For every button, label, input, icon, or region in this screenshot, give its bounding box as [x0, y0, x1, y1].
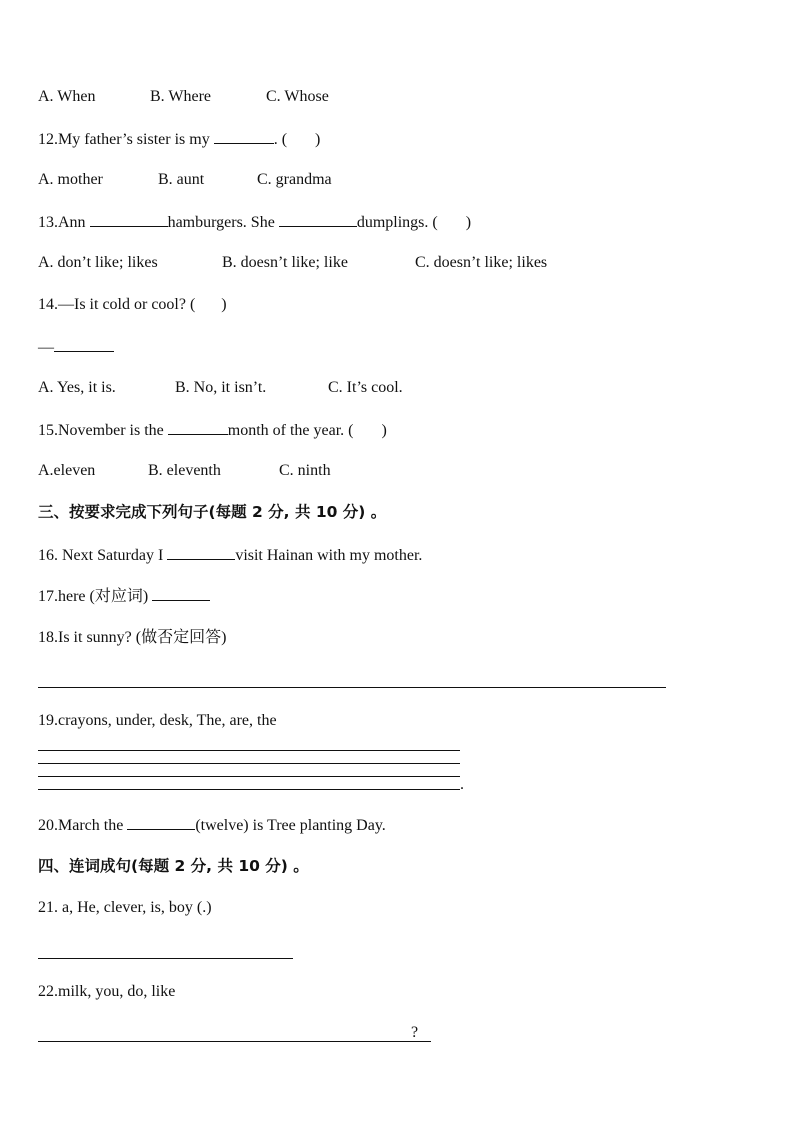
q20-text: 20.March the: [38, 817, 128, 834]
q12-suffix: . (: [273, 131, 288, 148]
q12-options: [38, 170, 332, 190]
q13-suffix: dumplings. (: [356, 214, 438, 231]
q15-option-c: C. ninth: [279, 462, 331, 479]
q13-option-c: C. doesn’t like; likes: [415, 254, 548, 271]
q14-option-a: A. Yes, it is.: [38, 379, 116, 396]
q14-question: [38, 295, 227, 315]
q15-option-b: B. eleventh: [148, 462, 221, 479]
q12-option-a: A. mother: [38, 171, 103, 188]
q13-text: 13.Ann: [38, 214, 90, 231]
q15-question: [38, 420, 387, 441]
q20-question: [38, 815, 386, 836]
q14-option-c: C. It’s cool.: [328, 379, 403, 396]
q12-text: 12.My father’s sister is my: [38, 131, 214, 148]
q18-question: 18.Is it sunny? (做否定回答): [38, 629, 227, 646]
q20-blank: [127, 815, 195, 830]
q22-end-question-mark: ?: [411, 1024, 419, 1041]
q15-text: 15.November is the: [38, 422, 168, 439]
q15-blank: [168, 420, 228, 435]
q12-question: [38, 129, 320, 150]
q14-close: ): [221, 296, 227, 313]
q14-option-b: B. No, it isn’t.: [175, 379, 267, 396]
q18-answer-line: [38, 687, 666, 688]
q11-option-a: A. When: [38, 88, 96, 105]
q13-option-a: A. don’t like; likes: [38, 254, 158, 271]
q11-option-c: C. Whose: [266, 88, 329, 105]
q20-suffix: (twelve) is Tree planting Day.: [195, 817, 386, 834]
q19-end-period: .: [460, 776, 464, 793]
q14-text: 14.—Is it cold or cool? (: [38, 296, 196, 313]
q17-text: 17.here (对应词): [38, 588, 153, 605]
q14-blank: [54, 337, 114, 352]
q12-blank: [214, 129, 274, 144]
q15-suffix: month of the year. (: [227, 422, 354, 439]
q13-middle: hamburgers. She: [167, 214, 279, 231]
q17-blank: [152, 586, 210, 601]
q12-option-b: B. aunt: [158, 171, 205, 188]
q14-dash: —: [38, 339, 54, 356]
q16-text: 16. Next Saturday I: [38, 547, 168, 564]
section-3-heading: 三、按要求完成下列句子(每题 2 分, 共 10 分) 。: [38, 503, 387, 521]
q11-options: [38, 87, 329, 107]
q13-blank-1: [90, 212, 168, 227]
q16-suffix: visit Hainan with my mother.: [235, 547, 423, 564]
q12-option-c: C. grandma: [257, 171, 332, 188]
q14-options: [38, 378, 403, 398]
q13-close: ): [465, 214, 472, 231]
q22-question: 22.milk, you, do, like: [38, 983, 176, 1000]
q21-answer-line: [38, 958, 293, 959]
q19-answer-line-1: [38, 750, 460, 751]
q13-blank-2: [279, 212, 357, 227]
q15-close: ): [381, 422, 387, 439]
q13-option-b: B. doesn’t like; like: [222, 254, 348, 271]
q16-question: [38, 545, 422, 566]
q13-question: [38, 212, 471, 233]
q19-answer-line-3: [38, 776, 460, 777]
q15-option-a: A.eleven: [38, 462, 96, 479]
q22-answer-line: [38, 1041, 431, 1042]
section-4-heading: 四、连词成句(每题 2 分, 共 10 分) 。: [38, 857, 309, 875]
q16-blank: [167, 545, 235, 560]
q12-close: ): [315, 131, 321, 148]
q14-answer-line: [38, 337, 114, 358]
q19-answer-line-2: [38, 763, 460, 764]
q11-option-b: B. Where: [150, 88, 212, 105]
q19-answer-line-4: [38, 789, 460, 790]
q19-question: 19.crayons, under, desk, The, are, the: [38, 712, 277, 729]
q15-options: [38, 461, 331, 481]
q13-options: [38, 253, 547, 273]
q21-question: 21. a, He, clever, is, boy (.): [38, 899, 212, 916]
q17-question: [38, 586, 210, 607]
